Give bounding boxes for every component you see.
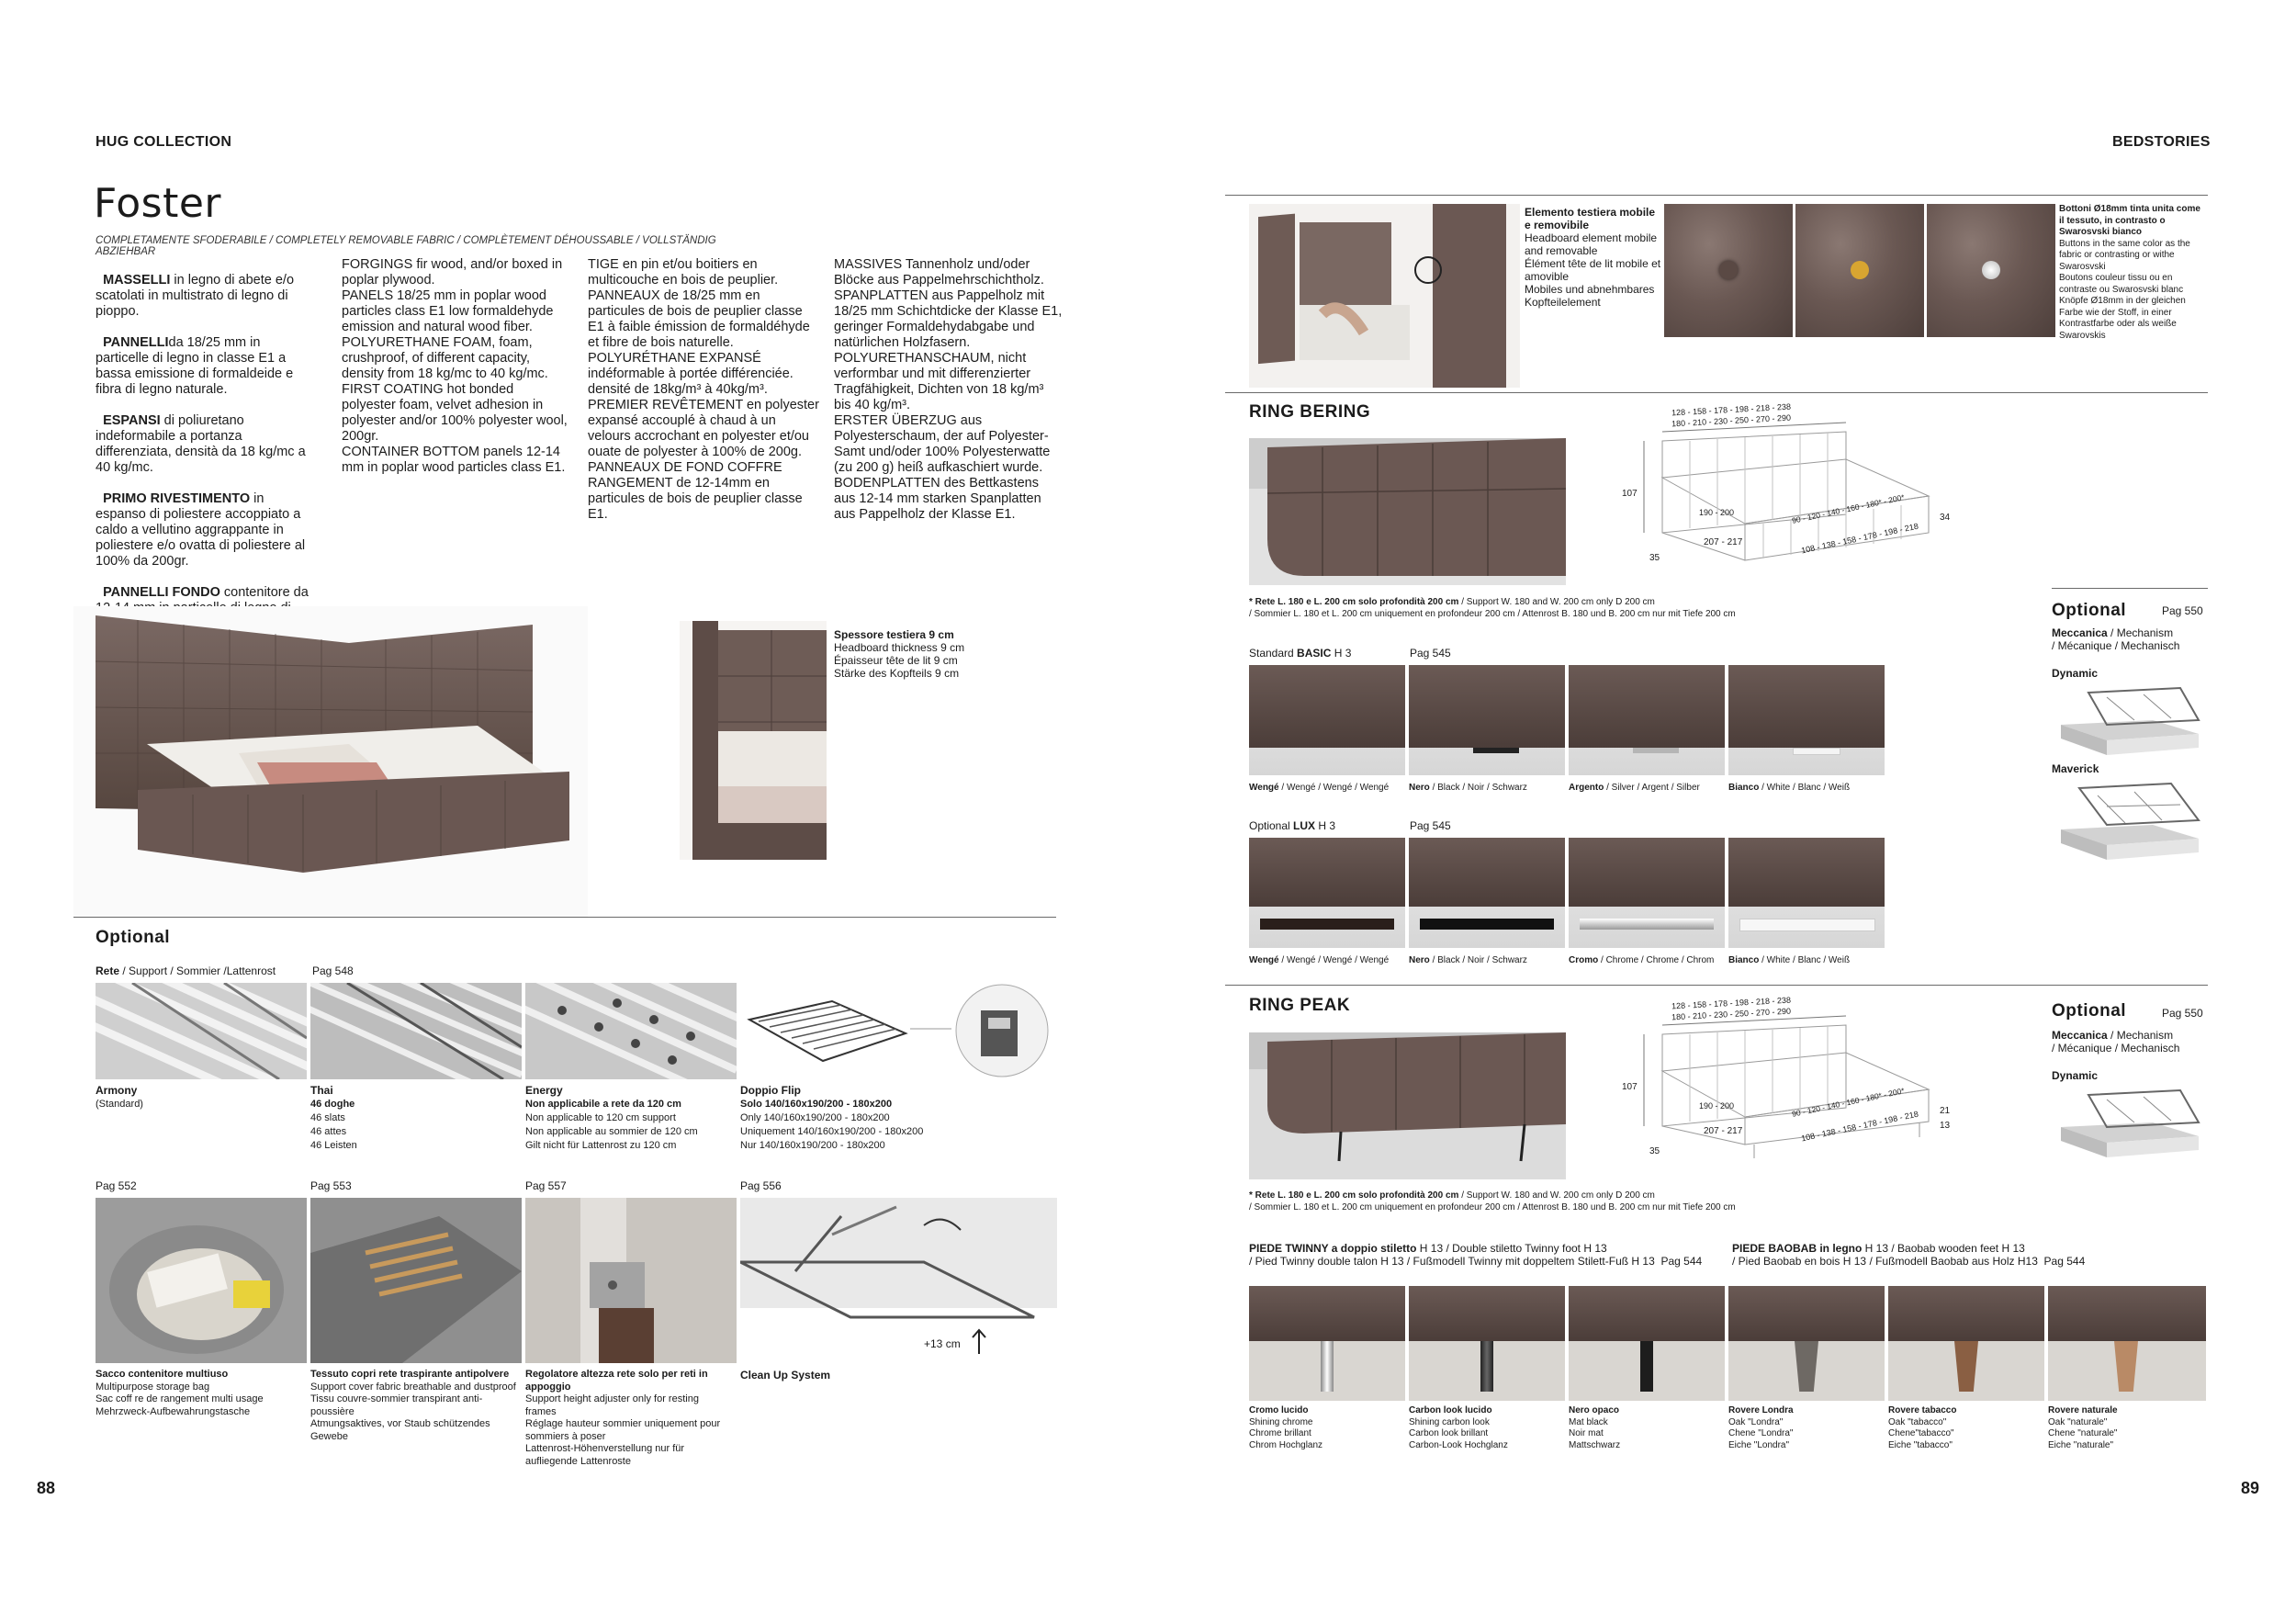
bed-base-shape	[1888, 1286, 2044, 1341]
support-cover-image	[310, 1198, 522, 1363]
ring-peak-dim-foot: 35	[1649, 1146, 1660, 1156]
desc-it-4: PANNELLI FONDO contenitore da	[103, 585, 309, 600]
product-title: Foster	[94, 180, 221, 227]
lux-foot-bianco-label: Bianco / White / Blanc / Weiß	[1728, 955, 1851, 965]
foot-rovere-tabacco-label: Rovere tabacco Oak "tabacco" Chene"tabacco" Eiche "tabacco"	[1888, 1405, 1957, 1450]
bed-base-shape	[1409, 665, 1565, 748]
slat-thai-image	[310, 983, 522, 1079]
foot-rovere-naturale-photo	[2048, 1286, 2206, 1401]
basic-foot-bianco-label: Bianco / White / Blanc / Weiß	[1728, 783, 1851, 793]
bed-base-shape	[1569, 665, 1725, 748]
ring-peak-photo	[1249, 1032, 1566, 1179]
basic-feet-page-ref: Pag 545	[1410, 647, 1451, 660]
foot-rovere-tabacco-photo	[1888, 1286, 2044, 1401]
basic-foot-argento-photo	[1569, 665, 1725, 775]
twinny-heading: PIEDE TWINNY a doppio stiletto H 13 / Double stiletto Twinny foot H 13 / Pied Twinny double talon H 13 / Fußmodell Twinny mit doppeltem Stilett-Fuß H 13 Pag 544	[1249, 1242, 1703, 1268]
headboard-element-note: Elemento testiera mobile e removibile Headboard element mobile and removable Élément tête de lit mobile et amovible Mobiles und abnehmbares Kopfteilelement	[1525, 206, 1661, 309]
bed-base-shape	[1249, 1286, 1405, 1341]
bed-base-shape	[1409, 1286, 1565, 1341]
button-swarovski-icon	[1982, 261, 2000, 279]
mechanism-dynamic-image	[2052, 683, 2208, 757]
lux-foot-cromo-label: Cromo / Chrome / Chrome / Chrom	[1569, 955, 1715, 965]
foot-shape	[1633, 748, 1679, 753]
ring-bering-dim-depth: 207 - 217	[1704, 537, 1743, 547]
extra-cover-label: Tessuto copri rete traspirante antipolvere Support cover fabric breathable and dustproof Tissu couvre-sommier transpirant anti-poussière Atmungsaktives, vor Staub schützendes Gewebe	[310, 1369, 516, 1442]
slat-armony-image	[96, 983, 307, 1079]
foot-shape	[1795, 1341, 1818, 1392]
headboard-thickness-note	[834, 628, 1018, 680]
foot-shape	[1321, 1341, 1334, 1392]
extra-cover-page-ref: Pag 553	[310, 1179, 352, 1192]
ring-peak-dim-width: 190 - 200	[1699, 1101, 1735, 1111]
ring-bering-dims-top2: 180 - 210 - 230 - 250 - 270 - 290	[1671, 412, 1792, 429]
lux-feet-page-ref: Pag 545	[1410, 819, 1451, 832]
lux-foot-wenge-label: Wengé / Wengé / Wengé / Wengé	[1249, 955, 1390, 965]
extra-adjuster-label: Regolatore altezza rete solo per reti in appoggio Support height adjuster only for resting frames Réglage hauteur sommier uniquement pour sommiers à poser Lattenrost-Höhenverstellung nur für aufliegende Lattenroste	[525, 1369, 721, 1467]
ring-bering-photo	[1249, 438, 1566, 585]
buttons-note: Bottoni Ø18mm tinta unita come il tessuto, in contrasto o Swarosvski bianco Buttons in the same color as the fabric or contrasting or withe Swarosvski Boutons couleur tissu ou en contraste ou Swarosvski blanc Knöpfe Ø18mm in der gleichen Farbe wie der Stoff, in einer Kontrastfarbe oder als weiße Swarovskis	[2059, 204, 2203, 341]
optional-right2-page-ref: Pag 550	[2162, 1007, 2203, 1020]
foot-shape	[1793, 748, 1840, 755]
optional-right2-mechanism: Meccanica / Mechanism / Mécanique / Mechanisch	[2052, 1029, 2180, 1054]
bed-base-shape	[1569, 838, 1725, 907]
foot-rovere-naturale-label: Rovere naturale Oak "naturale" Chene "naturale" Eiche "naturale"	[2048, 1405, 2118, 1450]
foot-rovere-londra-photo	[1728, 1286, 1885, 1401]
lux-foot-cromo-photo	[1569, 838, 1725, 948]
lux-foot-bianco-photo	[1728, 838, 1885, 948]
bed-base-shape	[1728, 1286, 1885, 1341]
ring-bering-dim-height: 107	[1622, 489, 1638, 499]
ring-peak-note: * Rete L. 180 e L. 200 cm solo profondità 200 cm / Support W. 180 and W. 200 cm only D 200 cm / Sommier L. 180 et L. 200 cm uniquement en profondeur 200 cm / Attenrost B. 180 und B. 200 cm nur mit Tiefe 200 cm	[1249, 1190, 1736, 1212]
divider-ring-bering	[1225, 392, 2208, 393]
optional-right2-title: Optional	[2052, 1001, 2127, 1021]
lux-foot-nero-label: Nero / Black / Noir / Schwarz	[1409, 955, 1527, 965]
foot-shape	[1640, 1341, 1653, 1392]
button-fabric-icon	[1719, 261, 1738, 279]
ring-peak-dim-side2: 13	[1940, 1121, 1951, 1131]
lift-height-label: +13 cm	[924, 1337, 961, 1350]
headboard-element-photo	[1249, 204, 1520, 388]
optional-right1-page-ref: Pag 550	[2162, 604, 2203, 617]
ring-peak-dim-side: 21	[1940, 1106, 1951, 1116]
slat-armony-label: Armony (Standard)	[96, 1084, 143, 1110]
ring-bering-note: * Rete L. 180 e L. 200 cm solo profondità 200 cm / Support W. 180 and W. 200 cm only D 200 cm / Sommier L. 180 et L. 200 cm uniquement en profondeur 200 cm / Attenrost B. 180 und B. 200 cm nur mit Tiefe 200 cm	[1249, 597, 1736, 619]
storage-bag-image	[96, 1198, 307, 1363]
product-subtitle: COMPLETAMENTE SFODERABILE / COMPLETELY REMOVABLE FABRIC / COMPLÈTEMENT DÉHOUSSABLE / VOLLSTÄNDIG ABZIEHBAR	[96, 235, 716, 257]
foot-carbon-label: Carbon look lucido Shining carbon look Carbon look brillant Carbon-Look Hochglanz	[1409, 1405, 1508, 1450]
button-swarovski-swatch	[1927, 204, 2055, 337]
desc-it-1: PANNELLIda 18/25 mm in particelle di legno in classe E1 a bassa emissione di formaldeide e fibra di legno naturale.	[96, 335, 298, 397]
button-contrast-icon	[1851, 261, 1869, 279]
running-header-left: HUG COLLECTION	[96, 134, 232, 150]
slat-thai-label: Thai 46 doghe 46 slats 46 attes 46 Leisten	[310, 1084, 357, 1151]
description-german: MASSIVES Tannenholz und/oder Blöcke aus Pappelmehrschichtholz. SPANPLATTEN aus Pappelholz mit 18/25 mm Schichtdicke der Klasse E1, geringer Formaldehydabgabe und natürlichen Holzfasern. POLYURETHANSCHAUM, nicht verformbar und mit differenzierter Tragfähigkeit, Dichten von 18 kg/m³ bis 40 kg/m³. ERSTER ÜBERZUG aus Polyesterschaum, der auf Polyester-Samt und/oder 100% Polyesterwatte (zu 200 g) heiß aufkaschiert wurde. BODENPLATTEN des Bettkastens aus 12-14 mm starken Spanplatten aus Pappelholz der Klasse E1.	[834, 257, 1063, 522]
bed-base-shape	[1249, 665, 1405, 748]
ring-peak-dim-height: 107	[1622, 1082, 1638, 1092]
optional-right1-mechanism: Meccanica / Mechanism / Mécanique / Mechanisch	[2052, 626, 2180, 652]
extra-cleanup-page-ref: Pag 556	[740, 1179, 782, 1192]
basic-foot-argento-label: Argento / Silver / Argent / Silber	[1569, 783, 1700, 793]
lux-foot-nero-photo	[1409, 838, 1565, 948]
ring-bering-dims-top: 128 - 158 - 178 - 198 - 218 - 238	[1671, 401, 1792, 418]
desc-it-2: ESPANSI di poliuretano indeformabile a portanza differenziata, densità da 18 kg/mc a 40 kg/mc.	[96, 413, 310, 475]
divider-ring-peak	[1225, 985, 2208, 986]
description-english: FORGINGS fir wood, and/or boxed in poplar plywood. PANELS 18/25 mm in poplar wood particles class E1 low formaldehyde emission and natural wood fiber. POLYURETHANE FOAM, foam, crushproof, of different capacity, density from 18 kg/mc to 40 kg/mc. FIRST COATING hot bonded polyester foam, velvet adhesion in polyester and/or 100% polyester wool, 200gr. CONTAINER BOTTOM panels 12-14 mm in poplar wood particles class E1.	[342, 257, 568, 475]
ring-peak-diagram	[1616, 995, 1984, 1163]
ring-peak-dim-inner: 90 - 120 - 140 - 160 - 180* - 200*	[1791, 1086, 1906, 1119]
headboard-thickness-title: Spessore testiera 9 cm	[834, 628, 954, 641]
ring-bering-dim-inner: 90 - 120 - 140 - 160 - 180* - 200*	[1791, 492, 1906, 525]
running-header-right: BEDSTORIES	[2112, 134, 2211, 150]
extra-bag-page-ref: Pag 552	[96, 1179, 137, 1192]
slat-energy-image	[525, 983, 737, 1079]
mechanism-dynamic-label: Dynamic	[2052, 667, 2099, 680]
foot-cromo-label: Cromo lucido Shining chrome Chrome brillant Chrom Hochglanz	[1249, 1405, 1323, 1450]
ring-bering-dim-foot: 35	[1649, 553, 1660, 563]
description-french: TIGE en pin et/ou boitiers en multicouche en bois de peuplier. PANNEAUX de 18/25 mm en particules de bois de peuplier classe E1 à faible émission de formaldéhyde et fibre de bois naturelle. POLYURÉTHANE EXPANSÉ indéformable à portée différenciée. densité de 18kg/m³ à 40kg/m³. PREMIER REVÊTEMENT en polyester expansé accouplé à chaud à un velours accrochant en polyester et/ou ouate de polyester à 100% de 200g. PANNEAUX DE FOND COFFRE RANGEMENT de 12-14mm en particules de bois de peuplier classe E1.	[588, 257, 819, 522]
extra-adjuster-page-ref: Pag 557	[525, 1179, 567, 1192]
slat-doppio-flip-label: Doppio Flip Solo 140/160x190/200 - 180x200 Only 140/160x190/200 - 180x200 Uniquement 140/160x190/200 - 180x200 Nur 140/160x190/200 - 180x200	[740, 1084, 924, 1151]
optional-right1-title: Optional	[2052, 601, 2127, 620]
mechanism-maverick-label: Maverick	[2052, 762, 2099, 775]
optional-left-title: Optional	[96, 928, 171, 947]
desc-it-0: MASSELLI in legno di abete e/o scatolati in multistrato di legno di pioppo.	[96, 273, 298, 319]
foot-nero-photo	[1569, 1286, 1725, 1401]
ring-peak-dims-top: 128 - 158 - 178 - 198 - 218 - 238	[1671, 995, 1792, 1011]
mechanism-dynamic2-image	[2052, 1086, 2208, 1159]
divider-optional-right1	[2052, 588, 2208, 589]
ring-peak-dims-top2: 180 - 210 - 230 - 250 - 270 - 290	[1671, 1006, 1792, 1022]
bed-base-shape	[1569, 1286, 1725, 1341]
bed-main-photo	[73, 606, 588, 919]
description-italian	[96, 257, 316, 632]
bed-base-shape	[1728, 665, 1885, 748]
baobab-heading: PIEDE BAOBAB in legno H 13 / Baobab wooden feet H 13 / Pied Baobab en bois H 13 / Fußmodell Baobab aus Holz H13 Pag 544	[1732, 1242, 2086, 1268]
basic-foot-wenge-label: Wengé / Wengé / Wengé / Wengé	[1249, 783, 1390, 793]
ring-bering-diagram	[1616, 401, 1984, 570]
foot-shape	[1260, 919, 1394, 930]
lux-foot-wenge-photo	[1249, 838, 1405, 948]
button-contrast-swatch	[1795, 204, 1924, 337]
clean-up-system-image	[740, 1198, 1057, 1363]
foot-shape	[1473, 748, 1519, 753]
foot-cromo-photo	[1249, 1286, 1405, 1401]
foot-carbon-photo	[1409, 1286, 1565, 1401]
ring-peak-title: RING PEAK	[1249, 996, 1351, 1015]
bed-base-shape	[1249, 838, 1405, 907]
ring-bering-title: RING BERING	[1249, 402, 1371, 422]
ring-bering-dim-width: 190 - 200	[1699, 508, 1735, 517]
lux-feet-label: Optional LUX H 3	[1249, 819, 1336, 832]
divider-top-right	[1225, 195, 2208, 196]
foot-shape	[1480, 1341, 1493, 1392]
bed-base-shape	[2048, 1286, 2206, 1341]
bed-base-shape	[1728, 838, 1885, 907]
mechanism-maverick-image	[2052, 779, 2208, 862]
basic-feet-label: Standard BASIC H 3	[1249, 647, 1352, 660]
foot-shape	[2114, 1341, 2138, 1392]
foot-shape	[1739, 919, 1875, 931]
foot-nero-label: Nero opaco Mat black Noir mat Mattschwarz	[1569, 1405, 1621, 1450]
mechanism-dynamic2-label: Dynamic	[2052, 1069, 2099, 1082]
rete-page-ref: Pag 548	[312, 964, 354, 977]
basic-foot-nero-photo	[1409, 665, 1565, 775]
headboard-detail-photo	[680, 621, 827, 860]
basic-foot-wenge-photo	[1249, 665, 1405, 775]
foot-shape	[1420, 919, 1554, 930]
basic-foot-bianco-photo	[1728, 665, 1885, 775]
foot-shape	[1954, 1341, 1978, 1392]
basic-foot-nero-label: Nero / Black / Noir / Schwarz	[1409, 783, 1527, 793]
rete-label: Rete / Support / Sommier /Lattenrost	[96, 964, 276, 977]
page-number-left: 88	[37, 1479, 56, 1497]
desc-it-3: PRIMO RIVESTIMENTO in espanso di poliestere accoppiato a caldo a vellutino aggrappante in poliestere e/o ovatta di poliestere al 100% da 200gr.	[96, 491, 310, 569]
ring-peak-dim-depth: 207 - 217	[1704, 1126, 1743, 1136]
slat-energy-label: Energy Non applicabile a rete da 120 cm Non applicable to 120 cm support Non applicable au sommier de 120 cm Gilt nicht für Lattenrost zu 120 cm	[525, 1084, 698, 1151]
bed-base-shape	[1409, 838, 1565, 907]
headboard-thickness-lines: Headboard thickness 9 cm Épaisseur tête de lit 9 cm Stärke des Kopfteils 9 cm	[834, 641, 965, 680]
foot-rovere-londra-label: Rovere Londra Oak "Londra" Chene "Londra" Eiche "Londra"	[1728, 1405, 1794, 1450]
slat-doppio-flip-image	[740, 983, 1057, 1079]
ring-bering-dim-side: 34	[1940, 513, 1951, 523]
height-adjuster-image	[525, 1198, 737, 1363]
ring-bering-dim-inner2: 108 - 138 - 158 - 178 - 198 - 218	[1800, 521, 1919, 556]
divider-optional-left	[73, 917, 1056, 918]
page-number-right: 89	[2241, 1479, 2260, 1497]
extra-cleanup-label: Clean Up System	[740, 1369, 831, 1382]
button-fabric-swatch	[1664, 204, 1793, 337]
extra-bag-label: Sacco contenitore multiuso Multipurpose storage bag Sac coff re de rangement multi usage Mehrzweck-Aufbewahrungstasche	[96, 1369, 264, 1417]
foot-shape	[1580, 919, 1714, 930]
ring-peak-dim-inner2: 108 - 138 - 158 - 178 - 198 - 218	[1800, 1109, 1919, 1144]
